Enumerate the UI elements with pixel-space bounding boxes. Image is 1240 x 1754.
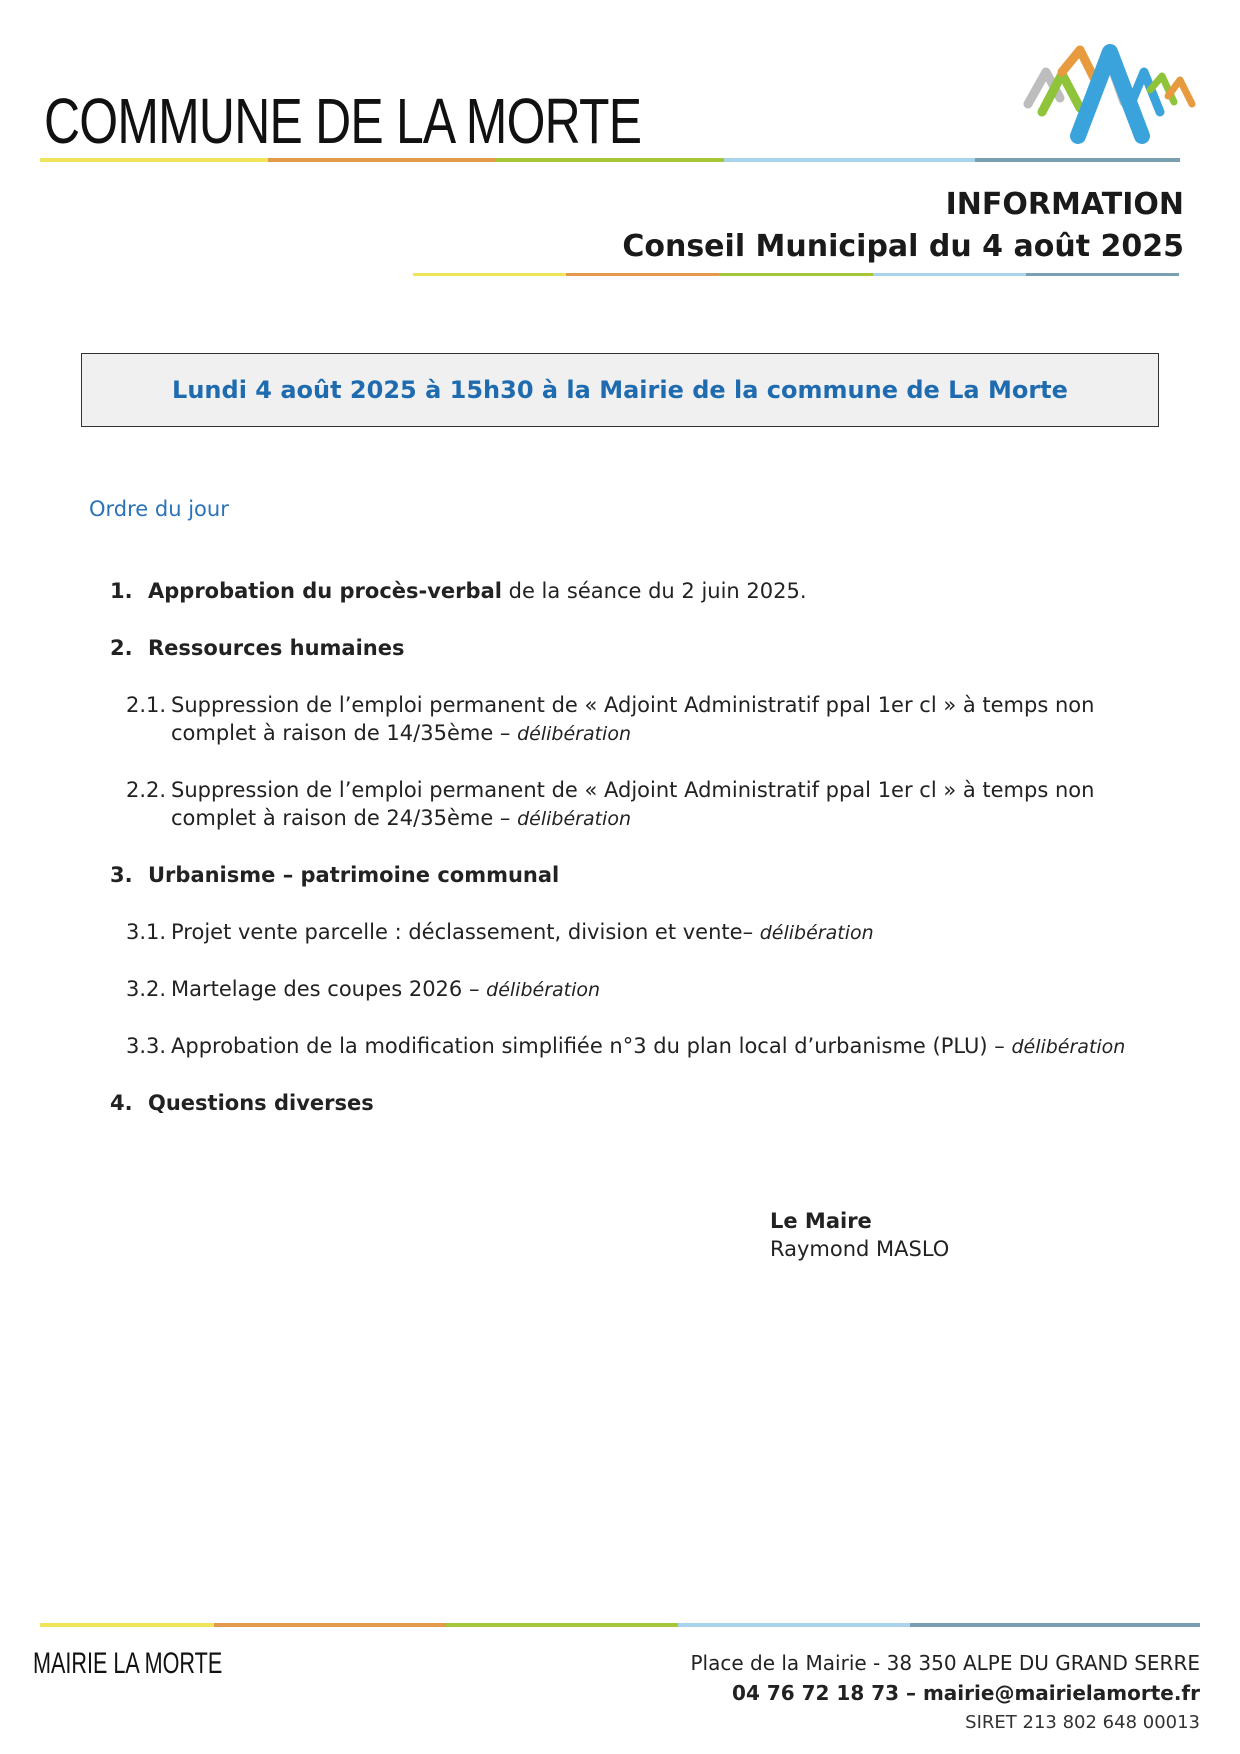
item-number: 4. [110,1091,133,1115]
subitem-text [171,776,1161,833]
footer-phone-email: 04 76 72 18 73 – mairie@mairielamorte.fr [732,1681,1200,1705]
subitem-text [171,975,1161,1004]
header-stripe [40,158,1180,162]
subitem-number: 3.1. [126,920,167,944]
subitem-number: 3.2. [126,977,167,1001]
info-label: INFORMATION [945,187,1184,222]
footer-siret: SIRET 213 802 648 00013 [965,1712,1200,1733]
stripe-yellow [40,1623,214,1627]
subitem-label: Suppression de l’emploi permanent de « Adjoint Administratif ppal 1er cl » à temps non complet à raison de 24/35ème – [171,778,1095,830]
subitem-label: Martelage des coupes 2026 – [171,977,487,1001]
subitem-text [171,691,1161,748]
subitem-number: 3.3. [126,1034,167,1058]
stripe-yellow [40,158,268,162]
stripe-lightblue [724,158,975,162]
item-bold-label: Questions diverses [148,1091,374,1115]
agenda-subitem-2-1 [126,691,1161,748]
subitem-text [171,918,1161,947]
stripe-grayblue [910,1623,1200,1627]
agenda-item-1 [110,577,807,605]
footer-contact-block [690,1648,1200,1738]
stripe-green [496,158,724,162]
stripe-lightblue [873,273,1026,276]
mountain-logo-icon [1022,42,1198,148]
footer-mairie-name: MAIRIE LA MORTE [33,1647,223,1680]
footer-stripe [40,1623,1200,1627]
deliberation-tag: délibération [486,979,601,1001]
info-heading [622,184,1184,268]
item-number: 3. [110,863,133,887]
agenda-item-4 [110,1089,374,1117]
stripe-grayblue [1026,273,1179,276]
stripe-green [719,273,872,276]
agenda-subitem-3-2 [126,975,1161,1004]
agenda-item-3 [110,861,559,889]
subitem-label: Suppression de l’emploi permanent de « Adjoint Administratif ppal 1er cl » à temps non complet à raison de 14/35ème – [171,693,1095,745]
meeting-text: Lundi 4 août 2025 à 15h30 à la Mairie de la commune de La Morte [172,376,1068,404]
subitem-number: 2.1. [126,693,167,717]
signature-block [770,1207,949,1263]
stripe-orange [566,273,719,276]
deliberation-tag: délibération [759,922,874,944]
info-stripe [413,273,1179,276]
commune-title: COMMUNE DE LA MORTE [44,85,642,157]
agenda-heading: Ordre du jour [89,497,229,521]
signature-role: Le Maire [770,1209,872,1233]
item-number: 2. [110,636,133,660]
agenda-item-2 [110,634,405,662]
item-bold-label: Approbation du procès-verbal [148,579,502,603]
agenda-subitem-2-2 [126,776,1161,833]
deliberation-tag: délibération [517,723,632,745]
stripe-grayblue [975,158,1180,162]
stripe-lightblue [678,1623,910,1627]
agenda-subitem-3-3 [126,1032,1161,1061]
info-subtitle: Conseil Municipal du 4 août 2025 [622,229,1184,264]
agenda-subitem-3-1 [126,918,1161,947]
stripe-orange [268,158,496,162]
subitem-number: 2.2. [126,778,167,802]
stripe-orange [214,1623,446,1627]
item-number: 1. [110,579,133,603]
stripe-yellow [413,273,566,276]
deliberation-tag: délibération [517,808,632,830]
item-bold-label: Ressources humaines [148,636,405,660]
item-bold-label: Urbanisme – patrimoine communal [148,863,560,887]
stripe-green [446,1623,678,1627]
item-text: de la séance du 2 juin 2025. [501,579,807,603]
subitem-text [171,1032,1161,1061]
meeting-banner [81,353,1159,427]
subitem-label: Approbation de la modification simplifiée n°3 du plan local d’urbanisme (PLU) – [171,1034,1012,1058]
subitem-label: Projet vente parcelle : déclassement, division et vente– [171,920,760,944]
footer-address: Place de la Mairie - 38 350 ALPE DU GRAND SERRE [690,1651,1200,1675]
deliberation-tag: délibération [1011,1036,1126,1058]
signature-name: Raymond MASLO [770,1237,950,1261]
